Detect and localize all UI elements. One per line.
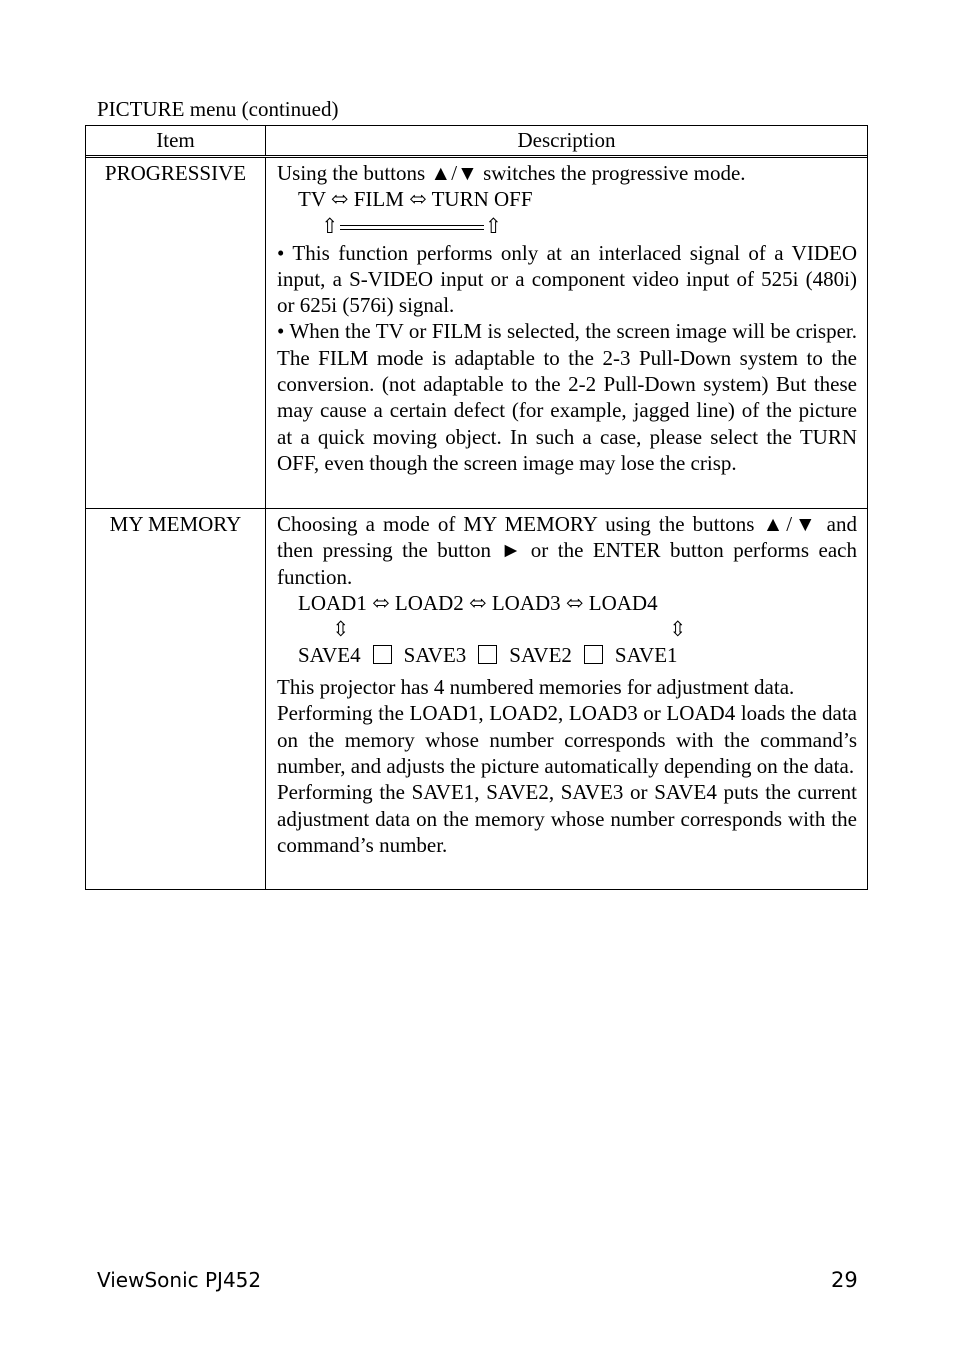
header-description: Description (517, 128, 616, 152)
my-memory-para-1: This projector has 4 numbered memories for adjustment data. (277, 675, 795, 700)
up-down-arrow-icon: ⇳ (332, 617, 350, 642)
save-item: SAVE4 (298, 643, 361, 668)
description-progressive (266, 158, 867, 508)
progressive-note-1: • This function performs only at an interlaced signal of a VIDEO input, a S-VIDEO input or a component video input of 525i (480i) or 625i (576i) signal. (277, 240, 857, 318)
item-my-memory: MY MEMORY (86, 509, 266, 889)
save-item: SAVE1 (614, 643, 678, 668)
item-progressive: PROGRESSIVE (86, 158, 266, 508)
footer-brand-model: ViewSonic PJ452 (97, 1268, 262, 1292)
progressive-flow-line: TV ⬄ FILM ⬄ TURN OFF (298, 187, 533, 212)
my-memory-para-3: Performing the SAVE1, SAVE2, SAVE3 or SAVE4 puts the current adjustment data on the memory whose number corresponds with the command’s number. (277, 780, 857, 857)
section-title: PICTURE menu (continued) (97, 97, 339, 121)
progressive-intro: Using the buttons ▲/▼ switches the progressive mode. (277, 161, 746, 185)
page-number: 29 (831, 1268, 858, 1292)
my-memory-para-2: Performing the LOAD1, LOAD2, LOAD3 or LOAD4 loads the data on the memory whose number corresponds with the command’s number, and adjusts the picture automatically depending on the data. (277, 701, 857, 779)
missing-glyph-box-icon (478, 645, 497, 664)
save-flow-line (277, 642, 857, 674)
double-line-divider (340, 225, 484, 230)
my-memory-intro: Choosing a mode of MY MEMORY using the buttons ▲/▼ and then pressing the button ► or the ENTER button performs each function. (277, 512, 857, 589)
picture-menu-table (85, 125, 868, 890)
save-item: SAVE2 (509, 643, 572, 668)
progressive-return-arrow (277, 213, 857, 240)
table-row-progressive (86, 158, 867, 509)
load-flow-line: LOAD1 ⬄ LOAD2 ⬄ LOAD3 ⬄ LOAD4 (298, 590, 658, 615)
description-my-memory (266, 509, 867, 889)
up-down-arrow-icon: ⇳ (669, 617, 687, 642)
table-header-row (86, 126, 867, 158)
table-row-my-memory (86, 509, 867, 889)
progressive-note-2: • When the TV or FILM is selected, the screen image will be crisper. The FILM mode is adaptable to the 2-3 Pull-Down system to the conversion. (not adaptable to the 2-2 Pull-Down system) But these may cause a certain defect (for example, jagged line) of the picture at a quick moving object. In such a case, please select the TURN OFF, even though the screen image may lose the crisp. (277, 319, 857, 475)
save-item: SAVE3 (403, 643, 467, 668)
missing-glyph-box-icon (373, 645, 392, 664)
missing-glyph-box-icon (584, 645, 603, 664)
up-arrow-icon: ⇧ (321, 213, 339, 238)
header-item: Item (86, 126, 266, 155)
up-arrow-icon: ⇧ (484, 213, 503, 238)
vertical-arrows-row (277, 616, 857, 642)
